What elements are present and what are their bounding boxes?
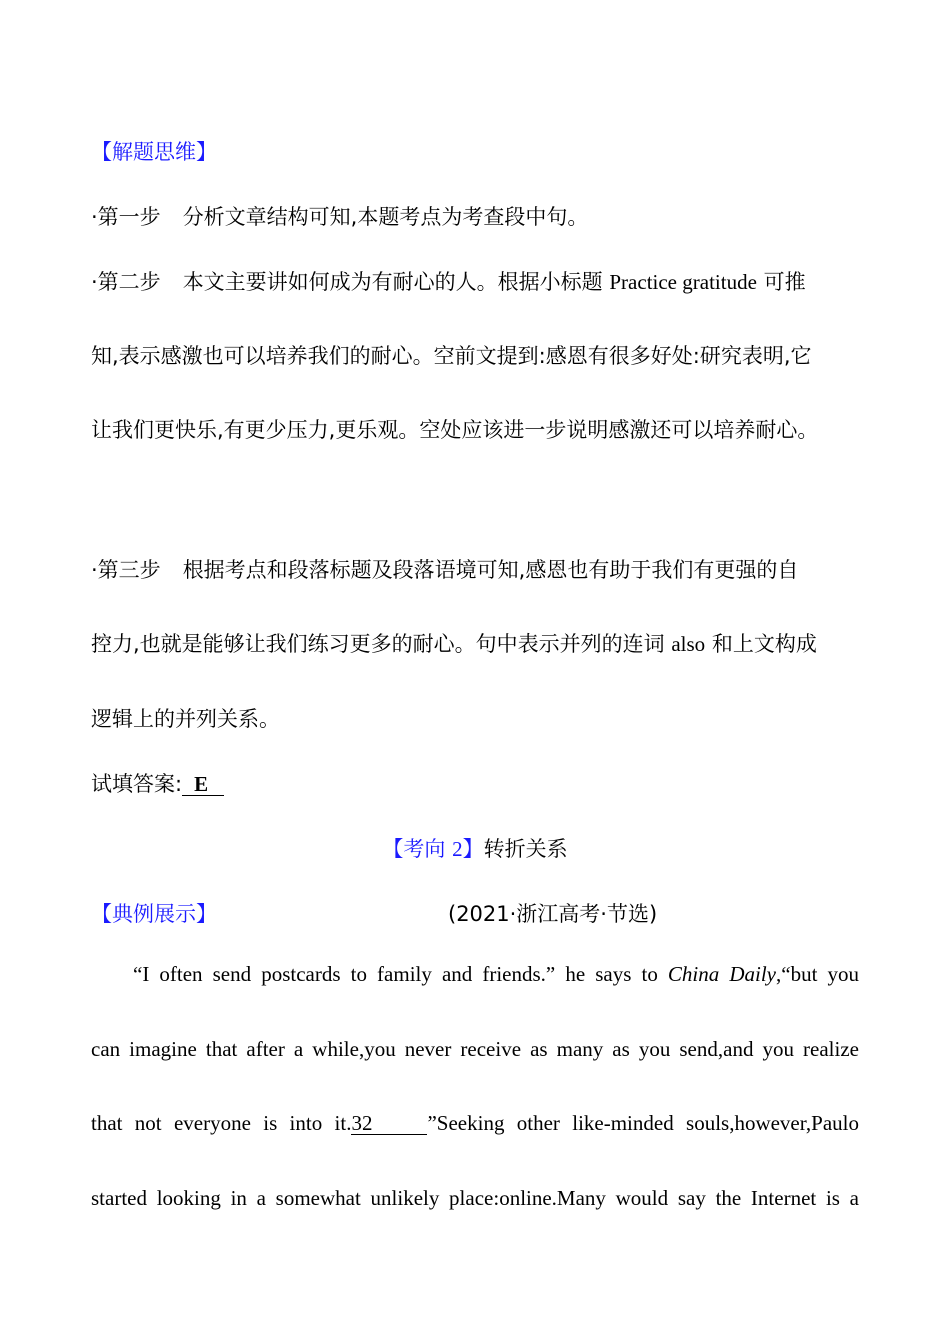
step-3-label: ·第三步 — [91, 558, 161, 582]
passage-line-3a: that not everyone is into it. — [91, 1111, 352, 1135]
step-2-text-b: 可推 — [756, 270, 806, 294]
step-3-line-1 — [91, 554, 798, 584]
example-heading: 【典例展示】 — [91, 902, 217, 926]
kaoxiang-heading — [0, 833, 950, 863]
section-heading: 【解题思维】 — [91, 140, 217, 164]
passage-line-1b: ,“but you — [776, 962, 860, 986]
step-3-english-term: also — [671, 632, 706, 656]
step-2-label: ·第二步 — [91, 270, 161, 294]
passage-line-1 — [91, 962, 859, 987]
step-1-text: 分析文章结构可知,本题考点为考查段中句。 — [182, 205, 589, 229]
kaoxiang-number: 2 — [452, 837, 463, 861]
step-2-line-3: 让我们更快乐,有更少压力,更乐观。空处应该进一步说明感激还可以培养耐心。 — [91, 418, 819, 442]
kaoxiang-bracket-close: 】 — [462, 837, 484, 861]
passage-line-4: started looking in a somewhat unlikely place:online.Many would say the Internet is a — [91, 1186, 859, 1210]
kaoxiang-title: 转折关系 — [483, 837, 568, 861]
passage-italic-title: China Daily — [667, 962, 777, 986]
step-2-line-2: 知,表示感激也可以培养我们的耐心。空前文提到:感恩有很多好处:研究表明,它 — [91, 344, 812, 368]
step-1 — [91, 201, 588, 231]
step-3-text-1: 根据考点和段落标题及段落语境可知,感恩也有助于我们有更强的自 — [182, 558, 799, 582]
answer-line — [91, 768, 224, 798]
kaoxiang-bracket-open: 【考向 — [382, 837, 453, 861]
example-source: (2021·浙江高考·节选) — [448, 902, 658, 926]
step-2-english-term: Practice gratitude — [609, 270, 757, 294]
step-3-line-2 — [91, 628, 817, 658]
answer-value: E — [182, 774, 224, 796]
step-3-text-2b: 和上文构成 — [705, 632, 817, 656]
answer-label: 试填答案: — [91, 772, 183, 796]
step-2-line-1 — [91, 266, 806, 296]
step-2-text-a: 本文主要讲如何成为有耐心的人。根据小标题 — [182, 270, 610, 294]
step-3-text-2a: 控力,也就是能够让我们练习更多的耐心。句中表示并列的连词 — [91, 632, 672, 656]
passage-line-2: can imagine that after a while,you never receive as many as you send,and you realize — [91, 1037, 859, 1061]
passage-line-3b: ”Seeking other like-minded souls,however,Paulo — [427, 1111, 859, 1135]
passage-line-3 — [91, 1111, 859, 1136]
step-3-line-3: 逻辑上的并列关系。 — [91, 707, 280, 731]
step-1-label: ·第一步 — [91, 205, 161, 229]
passage-line-1a: “I often send postcards to family and friends.” he says to — [133, 962, 668, 986]
blank-32: 32 — [351, 1113, 427, 1135]
